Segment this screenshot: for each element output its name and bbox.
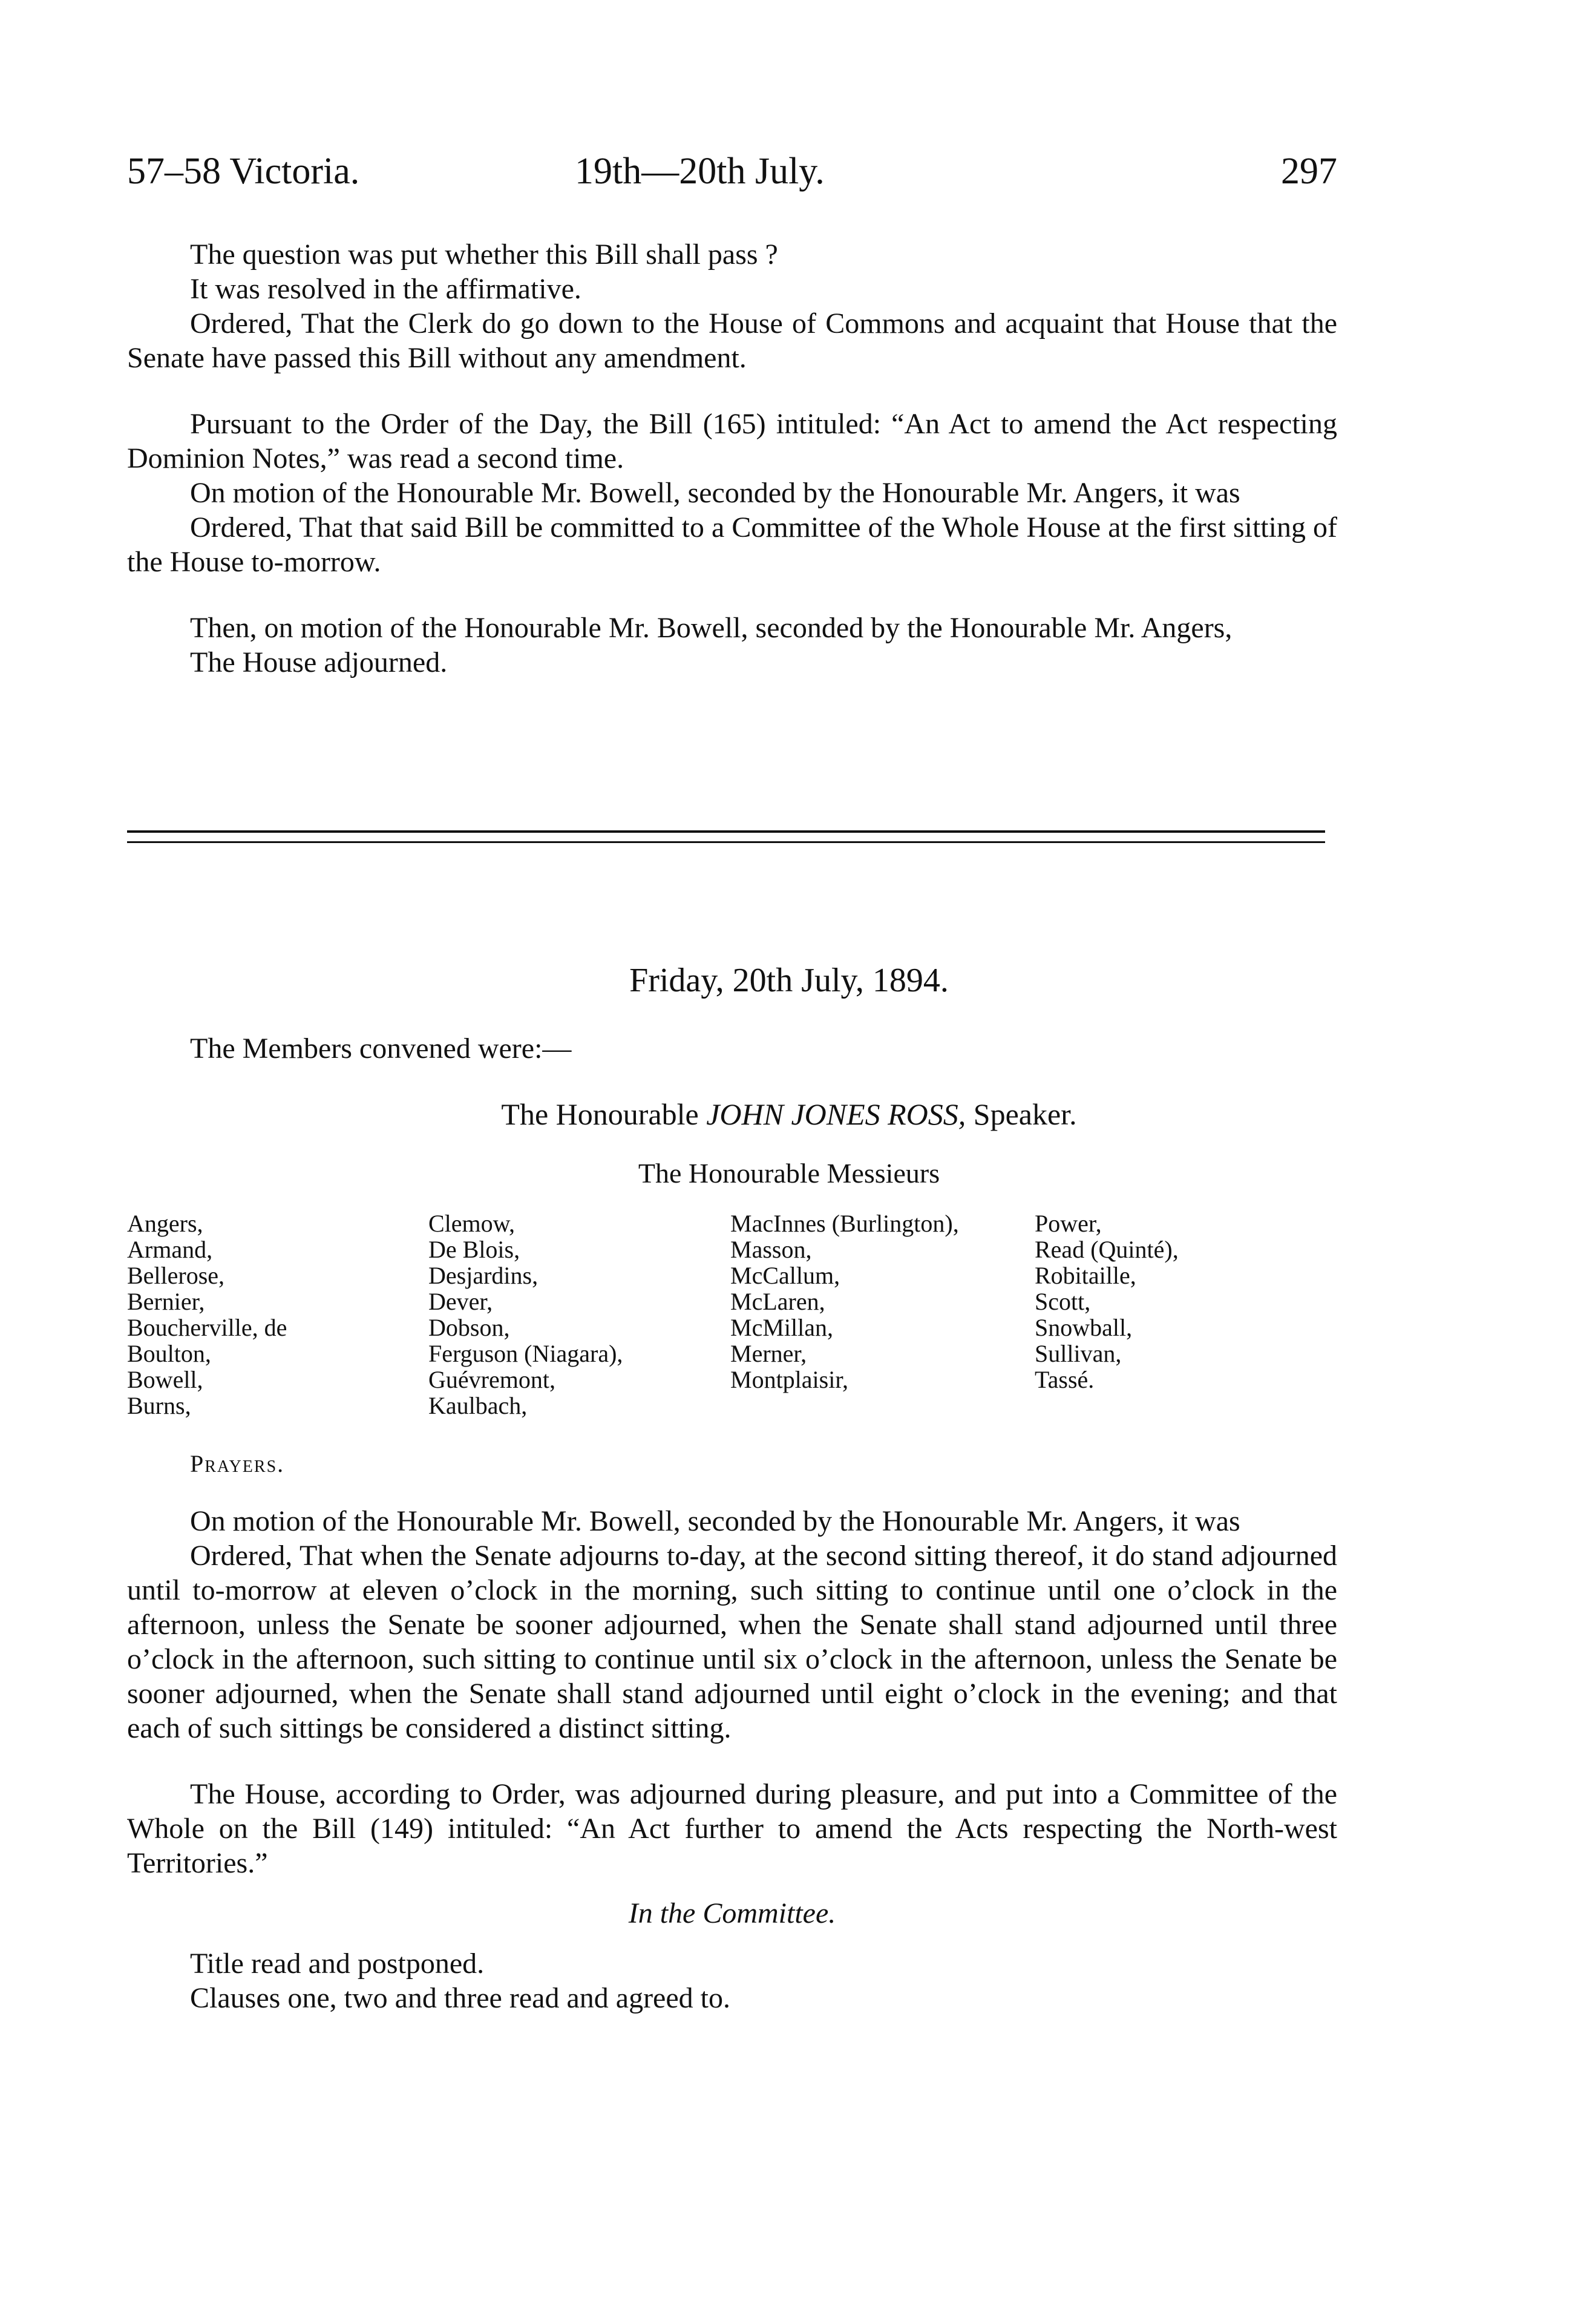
member-name: Dobson, [428,1314,510,1341]
divider-rule [127,830,1325,833]
section-july-19 [127,237,1337,680]
member-name: Angers, [127,1210,203,1237]
paragraph: Then, on motion of the Honourable Mr. Bowell, seconded by the Honourable Mr. Angers, [190,612,1233,644]
member-name: McLaren, [730,1288,825,1315]
member-name: McCallum, [730,1262,840,1289]
members-column-2 [428,1210,623,1419]
member-name: Bowell, [127,1366,203,1393]
member-name: Clemow, [428,1210,515,1237]
member-name: Read (Quinté), [1035,1236,1179,1263]
paragraph: Title read and postponed. [190,1948,485,1980]
dateline: Friday, 20th July, 1894. [629,962,949,999]
speaker-line [0,1097,1578,1132]
page-number: 297 [1281,151,1337,192]
committee-heading: In the Committee. [628,1897,836,1929]
member-name: Montplaisir, [730,1366,849,1393]
paragraph: Pursuant to the Order of the Day, the Bill (165) intituled: “An Act to amend the Act respecting Dominion Notes,” was read a second time. [127,408,1337,474]
member-name: Bernier, [127,1288,205,1315]
section-july-20 [127,1504,1337,2015]
member-name: Sullivan, [1035,1340,1122,1367]
speaker-suffix: Speaker. [973,1097,1077,1131]
paragraph: The question was put whether this Bill shall pass ? [190,238,778,271]
members-column-3 [730,1210,959,1393]
speaker-prefix: The Honourable [501,1097,699,1131]
member-name: Guévremont, [428,1366,555,1393]
messieurs-heading: The Honourable Messieurs [638,1158,940,1189]
member-name: MacInnes (Burlington), [730,1210,959,1237]
member-name: Snowball, [1035,1314,1133,1341]
paragraph: The House adjourned. [190,646,448,678]
member-name: Desjardins, [428,1262,539,1289]
paragraph: Ordered, That when the Senate adjourns to-day, at the second sitting thereof, it do stand adjourned until to-morrow at eleven o’clock in the morning, such sitting to continue until one o’clock in the afternoon, unless the Senate be sooner adjourned, when the Senate shall stand adjourned until three o’clock in the afternoon, such sitting to continue until six o’clock in the afternoon, unless the Senate be sooner adjourned, when the Senate shall stand adjourned until eight o’clock in the evening; and that each of such sittings be considered a distinct sitting. [127,1540,1337,1744]
member-name: Ferguson (Niagara), [428,1340,623,1367]
paragraph: On motion of the Honourable Mr. Bowell, seconded by the Honourable Mr. Angers, it was [190,1505,1240,1537]
member-name: Dever, [428,1288,493,1315]
member-name: Kaulbach, [428,1392,528,1419]
member-name: Bellerose, [127,1262,225,1289]
running-header [127,150,1337,199]
paragraph: On motion of the Honourable Mr. Bowell, seconded by the Honourable Mr. Angers, it was [190,477,1240,509]
header-dates: 19th—20th July. [575,151,825,192]
member-name: McMillan, [730,1314,833,1341]
member-name: Armand, [127,1236,213,1263]
paragraph: Clauses one, two and three read and agreed to. [190,1982,730,2014]
members-column-1 [127,1210,287,1419]
paragraph: The House, according to Order, was adjourned during pleasure, and put into a Committee of the Whole on the Bill (149) intituled: “An Act further to amend the Acts respecting the North-west Territories.” [127,1778,1337,1879]
member-name: Boulton, [127,1340,211,1367]
member-name: Robitaille, [1035,1262,1136,1289]
speaker-name: JOHN JONES ROSS, [706,1097,966,1131]
member-name: Power, [1035,1210,1102,1237]
member-name: De Blois, [428,1236,520,1263]
member-name: Tassé. [1035,1366,1095,1393]
prayers-heading: Prayers. [190,1450,285,1477]
header-session: 57–58 Victoria. [127,151,360,192]
member-name: Merner, [730,1340,807,1367]
member-name: Burns, [127,1392,191,1419]
convened-line: The Members convened were:— [190,1032,572,1065]
paragraph: It was resolved in the affirmative. [190,273,581,305]
divider-rule [127,841,1325,843]
paragraph: Ordered, That that said Bill be committed to a Committee of the Whole House at the first sitting of the House to-morrow. [127,511,1337,578]
paragraph: Ordered, That the Clerk do go down to the House of Commons and acquaint that House that the Senate have passed this Bill without any amendment. [127,307,1337,374]
member-name: Scott, [1035,1288,1091,1315]
members-column-4 [1035,1210,1179,1393]
member-name: Masson, [730,1236,812,1263]
member-name: Boucherville, de [127,1314,287,1341]
